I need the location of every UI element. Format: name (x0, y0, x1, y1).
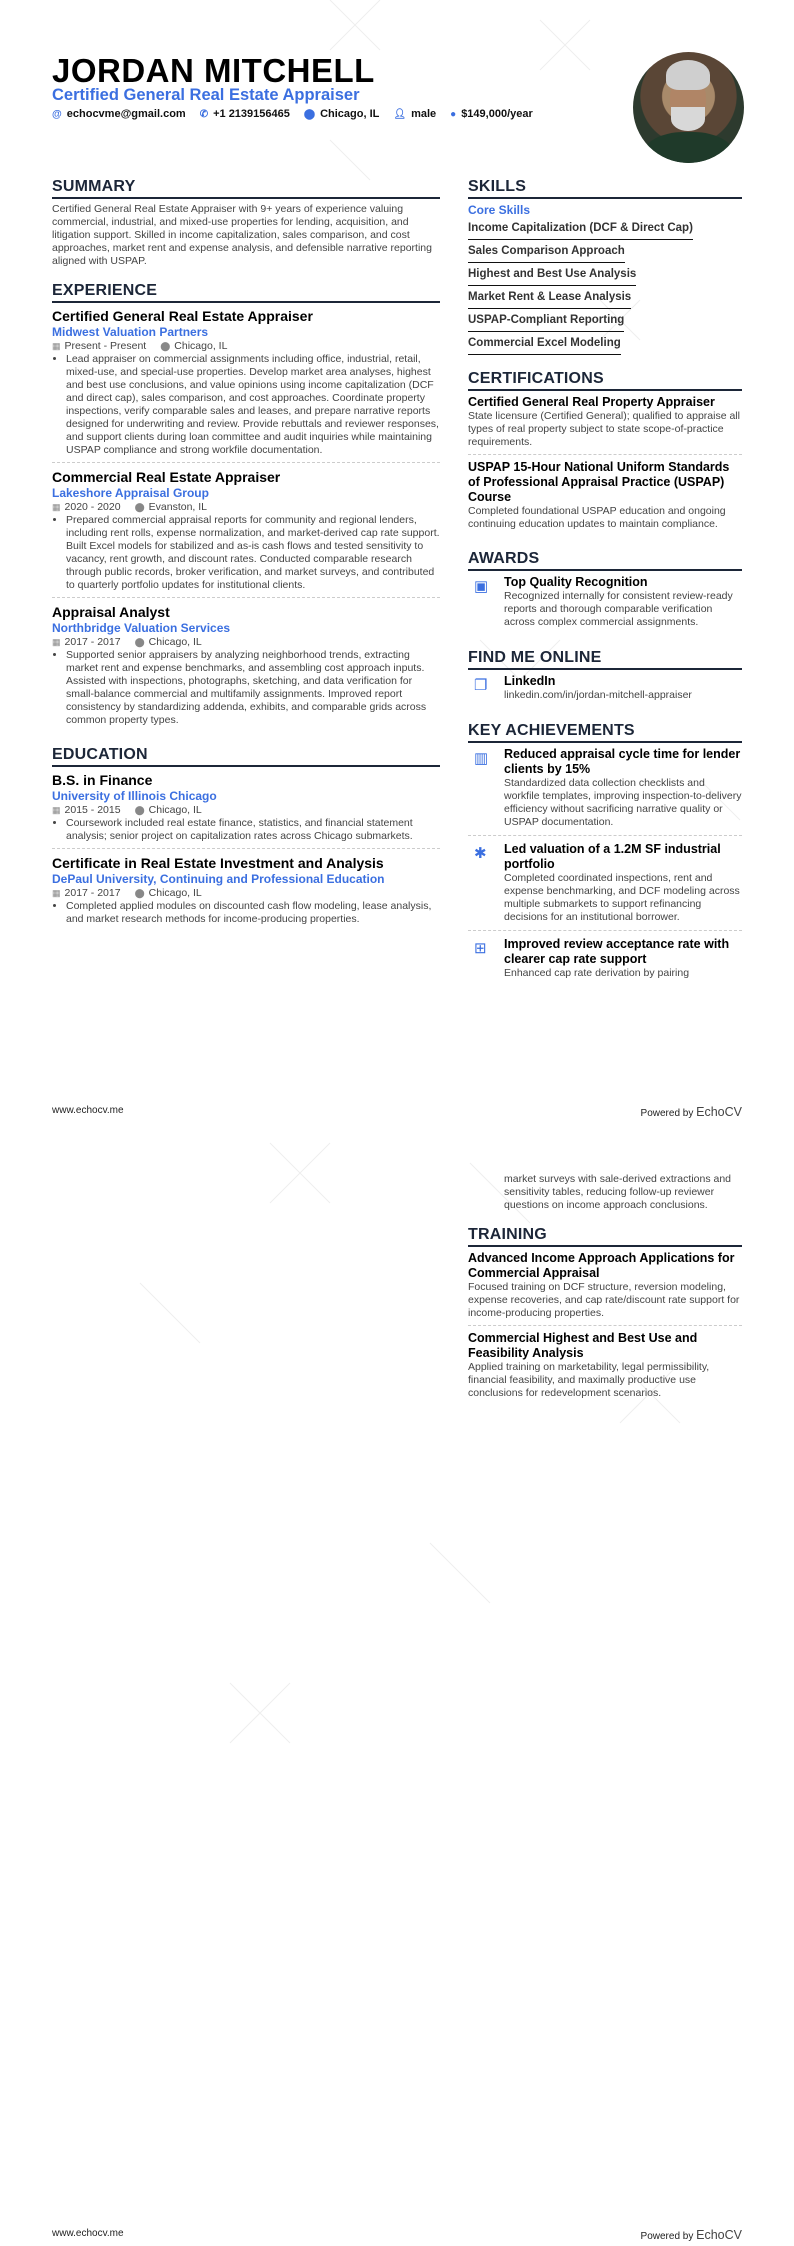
bullet: • Lead appraiser on commercial assignments including office, industrial, retail, mixed-use, and special-use properties. Develop market area analyses, highest and best use conclusions, and value opinions using income capitalization (DCF and direct cap), sales comparison, and cost approaches. Coordinate property inspections, verify comparable sales and leases, and prepare narrative reports designed for underwriting and review. Provide rebuttals and reviewer responses, and support clients during loan committee and audit inquiries while maintaining USPAP compliance and strong workfile documentation. (66, 353, 440, 457)
company: Northbridge Valuation Services (52, 621, 231, 635)
bullet: • Coursework included real estate finance, statistics, and financial statement analysis; senior project on capitalization rates across Chicago submarkets. (66, 817, 440, 843)
location: Chicago, IL (148, 804, 202, 816)
experience-entry (52, 468, 440, 598)
training-entry (468, 1251, 742, 1326)
skill: Highest and Best Use Analysis (468, 265, 636, 286)
skill: Commercial Excel Modeling (468, 334, 621, 355)
skill: Market Rent & Lease Analysis (468, 288, 631, 309)
training-title: Commercial Highest and Best Use and Feasibility Analysis (468, 1331, 698, 1360)
degree: B.S. in Finance (52, 772, 153, 788)
location-icon: ⬤ (134, 888, 145, 898)
achievement (468, 937, 742, 986)
left-column (52, 178, 440, 945)
achievement-desc: Enhanced cap rate derivation by pairing (504, 967, 690, 979)
training-desc: Focused training on DCF structure, reversion modeling, expense recoveries, and cap rate/discount rate support for income-producing properties. (468, 1281, 740, 1319)
location-icon: ⬤ (160, 341, 171, 351)
location: Chicago, IL (174, 340, 228, 352)
section-heading: SUMMARY (52, 178, 440, 199)
contact-phone[interactable]: ✆ +1 2139156465 (199, 108, 290, 120)
skill: Income Capitalization (DCF & Direct Cap) (468, 219, 693, 240)
dates: 2017 - 2017 (64, 887, 121, 899)
skill-group: Core Skills (468, 203, 531, 217)
cert-desc: State licensure (Certified General); qualified to appraise all types of real property subject to state scope-of-practice requirements. (468, 410, 740, 448)
at-icon: @ (52, 109, 62, 120)
section-heading: FIND ME ONLINE (468, 649, 742, 670)
education-entry (52, 771, 440, 849)
job-title: Commercial Real Estate Appraiser (52, 469, 281, 485)
location-icon: ⬤ (134, 637, 145, 647)
candidate-title: Certified General Real Estate Appraiser (52, 86, 360, 104)
cert-title: USPAP 15-Hour National Uniform Standards of Professional Appraisal Practice (USPAP) Course (468, 460, 730, 504)
contact-gender: 👤︎ male (393, 108, 437, 120)
achievement-desc: Standardized data collection checklists and workfile templates, improving inspection-to-delivery efficiency without sacrificing narrative quality or USPAP documentation. (504, 777, 742, 828)
experience-entry (52, 603, 440, 732)
calendar-icon: ▦ (52, 637, 61, 647)
bullet: • Prepared commercial appraisal reports for community and regional lenders, including rent rolls, expense normalization, and market-derived cap rate support. Built Excel models for stabilized and as-is cash flows and tested sensitivity to vacancy, rent growth, and discount rates. Conducted comparable research through public records, broker verification, and market surveys, and contributed to quarterly portfolio updates for institutional clients. (66, 514, 440, 592)
dates: 2020 - 2020 (64, 501, 121, 513)
experience-entry (52, 307, 440, 463)
awards-section (468, 550, 742, 635)
document-icon: ❐ (474, 677, 488, 694)
calendar-icon: ▦ (52, 341, 61, 351)
job-title: Certified General Real Estate Appraiser (52, 308, 313, 324)
dates: 2015 - 2015 (64, 804, 121, 816)
profile-title: LinkedIn (504, 674, 556, 688)
certification (468, 395, 742, 455)
achievement-continued (468, 1173, 742, 1218)
page-2 (0, 1123, 794, 2246)
contact-email[interactable]: @ echocvme@gmail.com (52, 108, 186, 120)
section-heading: CERTIFICATIONS (468, 370, 742, 391)
calendar-icon: ▦ (52, 888, 61, 898)
right-column (468, 178, 742, 1000)
bug-icon: ✱ (474, 845, 487, 862)
training-title: Advanced Income Approach Applications for Commercial Appraisal (468, 1251, 735, 1280)
achievement (468, 747, 742, 836)
calendar-icon: ▦ (52, 805, 61, 815)
skill: Sales Comparison Approach (468, 242, 625, 263)
cert-title: Certified General Real Property Appraiser (468, 395, 715, 409)
location-icon: ⬤ (303, 109, 316, 120)
bullet: • Completed applied modules on discounted cash flow modeling, lease analysis, and market research methods for income-producing properties. (66, 900, 440, 926)
certification (468, 460, 742, 536)
achievement (468, 842, 742, 931)
section-heading: EXPERIENCE (52, 282, 440, 303)
award (468, 575, 742, 635)
contact-info (52, 108, 533, 120)
cert-desc: Completed foundational USPAP education and ongoing continuing education updates to maintain compliance. (468, 505, 726, 530)
section-heading: SKILLS (468, 178, 742, 199)
spacer (468, 1173, 494, 1212)
money-icon: ● (450, 109, 457, 120)
location: Evanston, IL (148, 501, 208, 513)
training-desc: Applied training on marketability, legal permissibility, financial feasibility, and maximally productive use conclusions for redevelopment scenarios. (468, 1361, 710, 1399)
calendar-icon: ▦ (52, 502, 61, 512)
powered-label: Powered by (640, 2231, 694, 2242)
bullet: • Supported senior appraisers by analyzing neighborhood trends, extracting market rent and expense benchmarks, and assembling cost approach inputs. Assisted with inspections, photographs, sketching, and data verification for small-balance commercial and multifamily assignments. Improved report consistency by standardizing addenda, exhibits, and comparable grids across common property types. (66, 649, 440, 727)
section-heading: AWARDS (468, 550, 742, 571)
section-heading: EDUCATION (52, 746, 440, 767)
section-heading: KEY ACHIEVEMENTS (468, 722, 742, 743)
brand: EchoCV (696, 1105, 742, 1119)
achievement-title: Improved review acceptance rate with clearer cap rate support (504, 937, 730, 966)
dates: 2017 - 2017 (64, 636, 121, 648)
achievement-desc: Completed coordinated inspections, rent and expense benchmarking, and DCF modeling across multiple submarkets to support refinancing decisions for an institutional borrower. (504, 872, 740, 923)
phone-icon: ✆ (199, 109, 209, 120)
location-icon: ⬤ (134, 805, 145, 815)
online-profile[interactable] (468, 674, 742, 708)
candidate-name: JORDAN MITCHELL (52, 52, 375, 89)
dates: Present - Present (64, 340, 147, 352)
right-column-continued (468, 1173, 742, 1419)
company: Lakeshore Appraisal Group (52, 486, 209, 500)
education-section (52, 746, 440, 931)
contact-salary: ● $149,000/year (450, 108, 533, 120)
footer-website[interactable]: www.echocv.me (52, 1105, 124, 1116)
online-section (468, 649, 742, 708)
calendar-chart-icon: ▣ (474, 578, 489, 595)
summary-text: Certified General Real Estate Appraiser with 9+ years of experience valuing commercial, industrial, and mixed-use properties for lending, acquisition, and litigation support. Skilled in income capitalization, sales comparison, and cost approaches, market rent and expense analysis, and defensible narrative reporting aligned with USPAP. (52, 203, 432, 267)
experience-section (52, 282, 440, 732)
section-heading: TRAINING (468, 1226, 742, 1247)
company: Midwest Valuation Partners (52, 325, 209, 339)
skills-section (468, 178, 742, 356)
contact-location: ⬤ Chicago, IL (303, 108, 380, 120)
file-plus-icon: ⊞ (474, 940, 487, 957)
achievement-title: Reduced appraisal cycle time for lender clients by 15% (504, 747, 741, 776)
footer-powered[interactable] (641, 2228, 742, 2242)
location: Chicago, IL (148, 636, 202, 648)
avatar (633, 52, 744, 163)
award-desc: Recognized internally for consistent review-ready reports and thorough comparable verification across complex commercial assignments. (504, 590, 733, 628)
brand: EchoCV (696, 2228, 742, 2242)
education-entry (52, 854, 440, 931)
summary-section (52, 178, 440, 268)
job-title: Appraisal Analyst (52, 604, 170, 620)
skill: USPAP-Compliant Reporting (468, 311, 624, 332)
school: DePaul University, Continuing and Professional Education (52, 872, 385, 886)
location: Chicago, IL (148, 887, 202, 899)
achievements-section (468, 722, 742, 986)
training-entry (468, 1331, 742, 1405)
achievement-desc: market surveys with sale-derived extractions and sensitivity tables, reducing follow-up reviewer questions on income approach conclusions. (504, 1173, 732, 1211)
location-icon: ⬤ (134, 502, 145, 512)
degree: Certificate in Real Estate Investment and Analysis (52, 855, 384, 871)
achievement-title: Led valuation of a 1.2M SF industrial portfolio (504, 842, 721, 871)
powered-label: Powered by (640, 1108, 694, 1119)
profile-link[interactable]: linkedin.com/in/jordan-mitchell-appraiser (504, 689, 692, 701)
school: University of Illinois Chicago (52, 789, 217, 803)
training-section (468, 1226, 742, 1405)
footer-website[interactable]: www.echocv.me (52, 2228, 124, 2239)
building-icon: ▥ (474, 750, 489, 767)
award-title: Top Quality Recognition (504, 575, 648, 589)
footer-powered[interactable] (641, 1105, 742, 1119)
user-icon: 👤︎ (393, 109, 407, 120)
certifications-section (468, 370, 742, 536)
